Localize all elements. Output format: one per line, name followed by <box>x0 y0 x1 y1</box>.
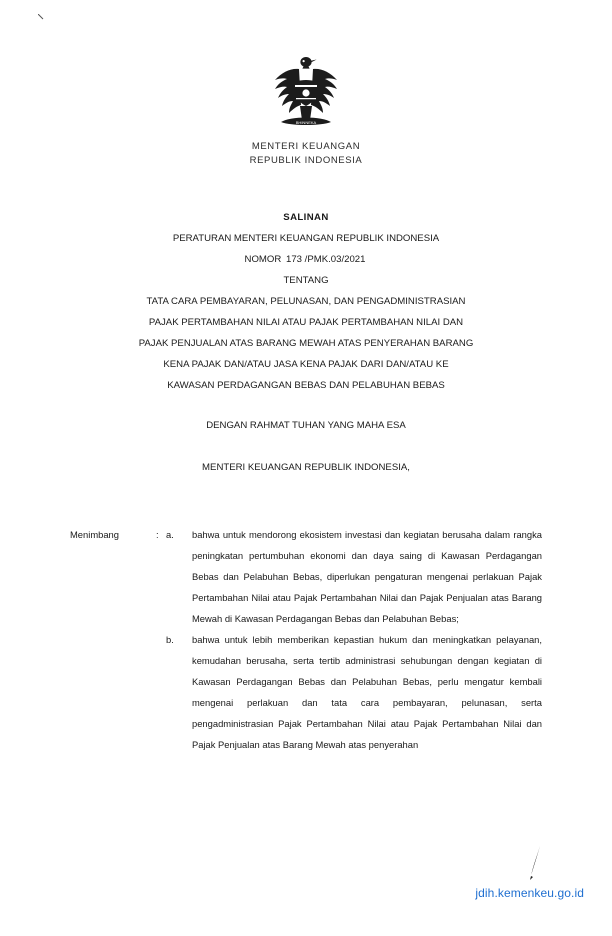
considerans-item-text-a: bahwa untuk mendorong ekosistem investasi dan kegiatan berusaha dalam rangka peningkatan pertumbuhan ekonomi dan daya saing di Kawasan Perdagangan Bebas dan Pelabuhan Bebas, diperlukan pengaturan mengenai perlakuan Pajak Pertambahan Nilai atau Pajak Pertambahan Nilai dan Pajak Penjualan atas Barang Mewah di Kawasan Perdagangan Bebas dan Pelabuhan Bebas; <box>192 529 542 624</box>
page-corner-tick-icon <box>38 14 44 20</box>
considerans-section <box>70 524 542 755</box>
considerans-colon: : <box>156 529 159 540</box>
nomor-value: 173 /PMK.03/2021 <box>285 254 366 265</box>
authority-line: MENTERI KEUANGAN REPUBLIK INDONESIA, <box>202 462 410 473</box>
considerans-label: Menimbang <box>70 529 119 540</box>
svg-text:BHINNEKA: BHINNEKA <box>295 120 317 125</box>
document-heading <box>0 207 612 396</box>
considerans-item-text-b: bahwa untuk lebih memberikan kepastian hukum dan meningkatkan pelayanan, kemudahan berusaha, serta tertib administrasi sehubungan dengan kegiatan di Kawasan Perdagangan Bebas dan Pelabuhan Bebas, perlu mengatur kembali mengenai perlakuan dan tata cara pembayaran, pelunasan, serta pengadministrasian Pajak Pertambahan Nilai atau Pajak Pertambahan Nilai dan Pajak Penjualan atas Barang Mewah atas penyerahan <box>192 634 542 750</box>
garuda-pancasila-emblem-icon <box>269 52 343 128</box>
regulation-title-line: PERATURAN MENTERI KEUANGAN REPUBLIK INDONESIA <box>172 233 440 244</box>
considerans-item-letter-b: b. <box>166 634 174 645</box>
considerans-item-a <box>70 524 542 629</box>
nomor-label: NOMOR <box>244 254 282 265</box>
document-title-line-5: KAWASAN PERDAGANGAN BEBAS DAN PELABUHAN BEBAS <box>167 380 445 391</box>
document-title-line-3: PAJAK PENJUALAN ATAS BARANG MEWAH ATAS PENYERAHAN BARANG <box>138 338 474 349</box>
salinan-label: SALINAN <box>283 212 329 223</box>
blessing-line: DENGAN RAHMAT TUHAN YANG MAHA ESA <box>206 420 406 431</box>
considerans-item-b <box>70 629 542 755</box>
ministry-caption-line2: REPUBLIK INDONESIA <box>249 155 363 166</box>
considerans-item-letter-a: a. <box>166 529 174 540</box>
tentang-label: TENTANG <box>283 275 329 286</box>
document-title-line-1: TATA CARA PEMBAYARAN, PELUNASAN, DAN PENGADMINISTRASIAN <box>146 296 466 307</box>
document-title-line-4: KENA PAJAK DAN/ATAU JASA KENA PAJAK DARI DAN/ATAU KE <box>163 359 449 370</box>
ministry-caption-line1: MENTERI KEUANGAN <box>251 141 361 152</box>
garuda-emblem-container <box>0 52 612 133</box>
document-title-line-2: PAJAK PERTAMBAHAN NILAI ATAU PAJAK PERTAMBAHAN NILAI DAN <box>148 317 464 328</box>
footer-source-url[interactable]: jdih.kemenkeu.go.id <box>475 886 584 900</box>
ministry-caption <box>0 140 612 168</box>
signature-pen-mark-icon <box>528 846 544 880</box>
regulation-number-line <box>0 249 612 270</box>
